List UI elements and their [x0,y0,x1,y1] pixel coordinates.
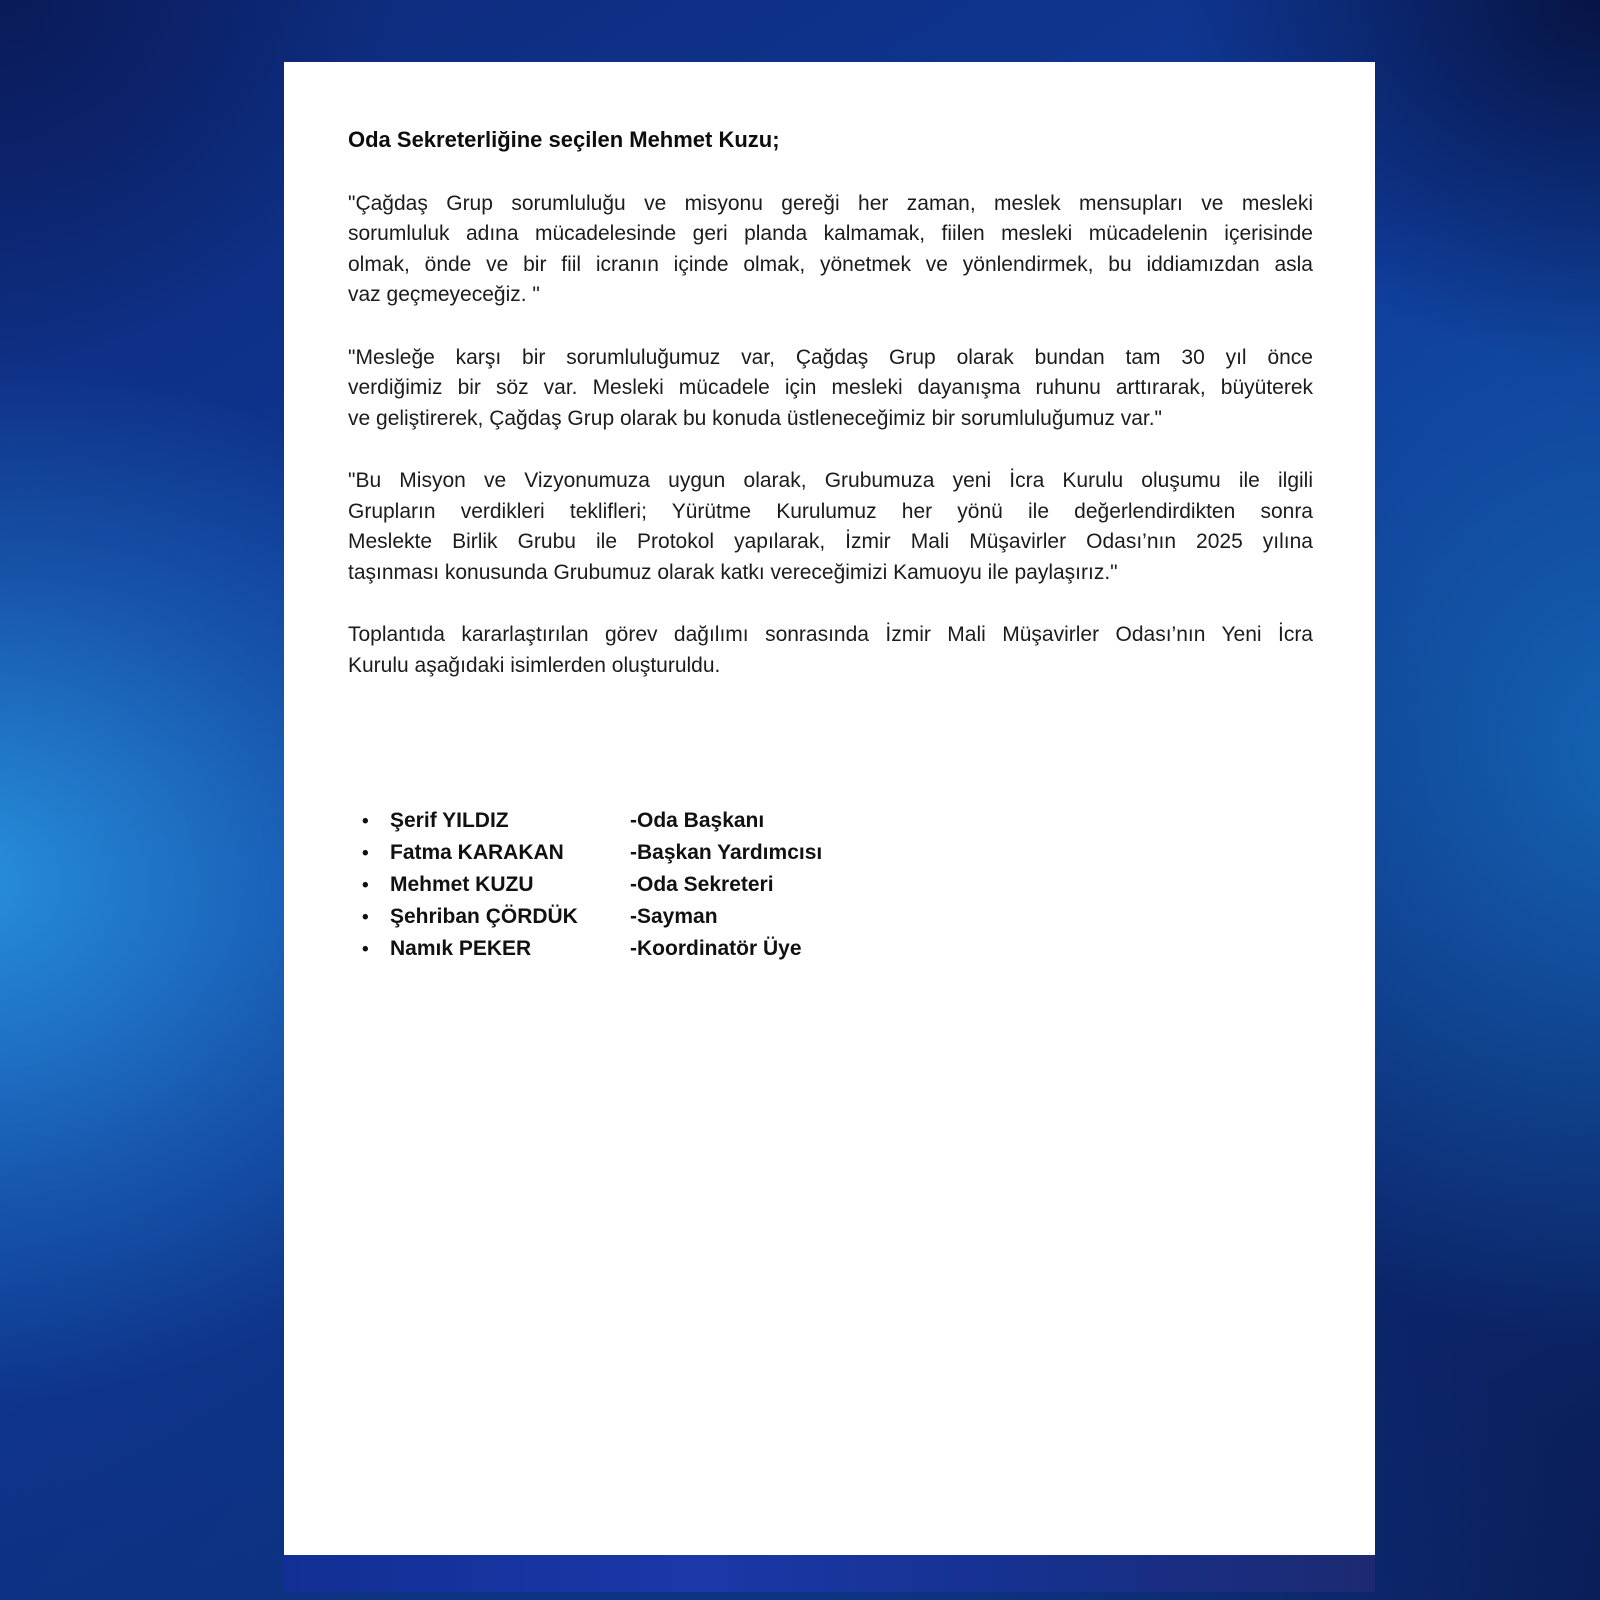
board-member-list [348,805,1313,965]
bullet-icon: • [362,811,369,832]
bullet-icon: • [362,907,369,928]
board-member-name: Namık PEKER [390,937,532,960]
board-member-name: Mehmet KUZU [390,873,534,896]
paragraph-2 [348,343,1313,435]
paragraph-4-line-2: Kurulu aşağıdaki isimlerden oluşturuldu. [348,653,721,677]
paragraph-3-line-1: "Bu Misyon ve Vizyonumuza uygun olarak, Grubumuza yeni İcra Kurulu oluşumu ile ilgili [348,469,1313,492]
board-member-role: -Koordinatör Üye [630,937,802,960]
board-member-role: -Oda Başkanı [630,809,765,832]
bullet-icon: • [362,939,369,960]
board-member-row [362,933,1313,965]
paragraph-2-line-3: ve geliştirerek, Çağdaş Grup olarak bu konuda üstleneceğimiz bir sorumluluğumuz var." [348,406,1163,430]
document-title: Oda Sekreterliğine seçilen Mehmet Kuzu; [348,127,780,152]
board-member-role: -Sayman [630,905,718,928]
board-member-row [362,805,1313,837]
board-member-role: -Başkan Yardımcısı [630,841,823,864]
paragraph-3-line-4: taşınması konusunda Grubumuz olarak katkı vereceğimizi Kamuoyu ile paylaşırız." [348,560,1118,584]
board-member-row [362,869,1313,901]
bullet-icon: • [362,875,369,896]
paragraph-4 [348,620,1313,681]
paragraph-2-line-1: "Mesleğe karşı bir sorumluluğumuz var, Çağdaş Grup olarak bundan tam 30 yıl önce [348,345,1313,369]
paragraph-4-line-1: Toplantıda kararlaştırılan görev dağılımı sonrasında İzmir Mali Müşavirler Odası’nın Yeni İcra [348,623,1313,646]
page-footer-band [284,1555,1375,1592]
paragraph-1-line-3: olmak, önde ve bir fiil icranın içinde olmak, yönetmek ve yönlendirmek, bu iddiamızdan asla [348,252,1313,276]
paragraph-1-line-4: vaz geçmeyeceğiz. " [348,283,540,306]
board-member-name: Şehriban ÇÖRDÜK [390,905,578,928]
board-member-row [362,901,1313,933]
paragraph-1-line-1: "Çağdaş Grup sorumluluğu ve misyonu gereği her zaman, meslek mensupları ve mesleki [348,191,1313,215]
paragraph-3 [348,466,1313,588]
paragraph-1-line-2: sorumluluk adına mücadelesinde geri planda kalmamak, fiilen mesleki mücadelenin içerisinde [348,222,1313,245]
paragraph-3-line-3: Meslekte Birlik Grubu ile Protokol yapılarak, İzmir Mali Müşavirler Odası’nın 2025 yılına [348,530,1313,553]
document-page [284,62,1375,1555]
board-member-role: -Oda Sekreteri [630,873,774,896]
board-member-name: Şerif YILDIZ [390,809,509,832]
paragraph-2-line-2: verdiğimiz bir söz var. Mesleki mücadele için mesleki dayanışma ruhunu arttırarak, büyüterek [348,376,1313,399]
paragraph-3-line-2: Grupların verdikleri teklifleri; Yürütme Kurulumuz her yönü ile değerlendirdikten sonra [348,499,1313,523]
board-member-name: Fatma KARAKAN [390,841,564,864]
board-member-row [362,837,1313,869]
paragraph-1 [348,189,1313,311]
bullet-icon: • [362,843,369,864]
